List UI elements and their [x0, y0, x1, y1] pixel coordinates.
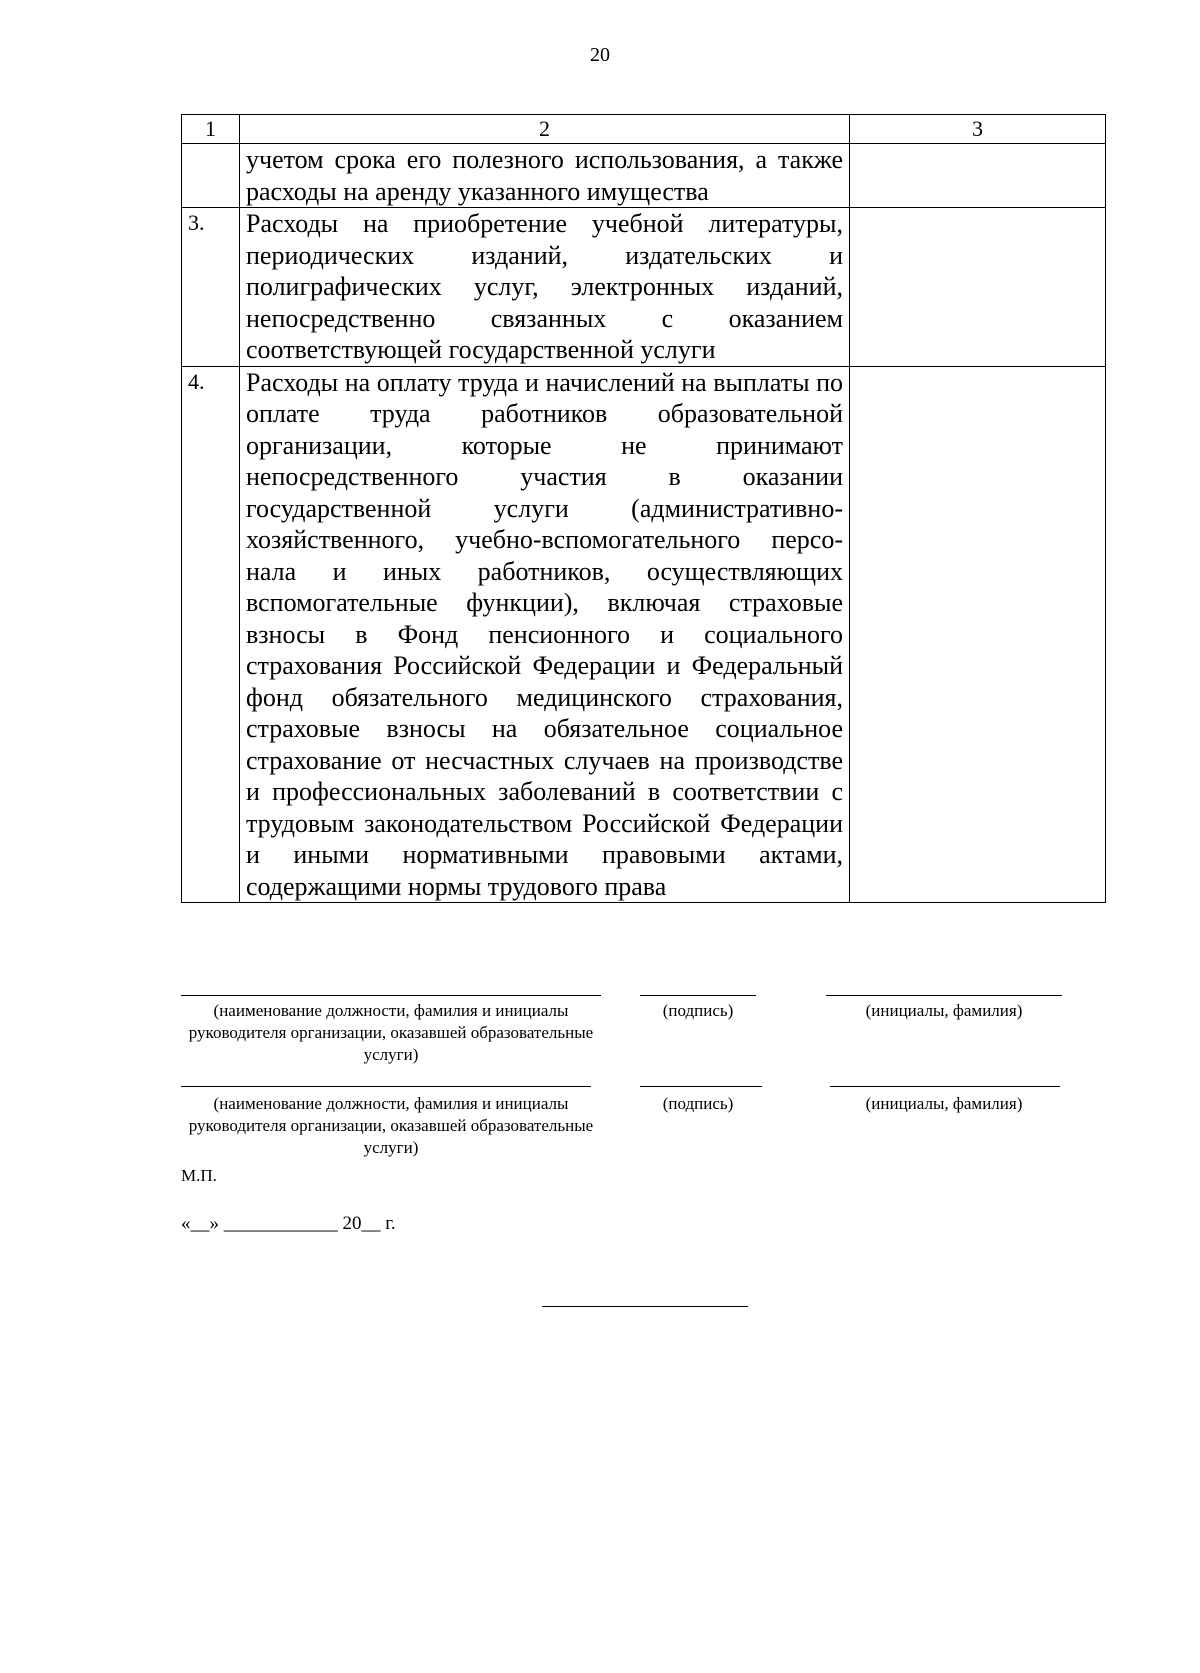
signature-line	[640, 1086, 762, 1087]
table-row	[182, 144, 1106, 208]
page-number: 20	[590, 44, 610, 66]
table-row	[182, 366, 1106, 903]
position-caption: (наименование должности, фамилия и инициалы руководителя организации, оказавшей образовательные услуги)	[188, 1001, 594, 1064]
row-text: учетом срока его полезного использования, а также расходы на аренду указанного имущества	[240, 144, 850, 208]
position-signature-line	[181, 995, 601, 996]
row-text: Расходы на оплату труда и начислений на выплаты по оплате труда работников образовательной организации, которые не принимают непосредственного участия в оказании государственной услуги (административно-хозяйственного, учебно-вспомогательного персо-нала и иных работников, осуществляющих вспомогательные функции), включая страховые взносы в Фонд пенсионного и социального страхования Российской Федерации и Федеральный фонд обязательного медицинского страхования, страховые взносы на обязательное социальное страхование от несчастных случаев на производстве и профессиональных заболеваний в соответствии с трудовым законодательством Российской Федерации и иными нормативными правовыми актами, содержащими нормы трудового права	[240, 366, 850, 903]
signature-caption: (подпись)	[662, 1094, 734, 1113]
position-caption: (наименование должности, фамилия и инициалы руководителя организации, оказавшей образовательные услуги)	[188, 1094, 594, 1157]
initials-signature-line	[826, 995, 1062, 996]
position-signature-line	[181, 1086, 591, 1087]
row-number	[182, 144, 240, 208]
row-value	[850, 208, 1106, 367]
table-row	[182, 208, 1106, 367]
row-number: 3.	[182, 208, 240, 367]
table-header-cell-2: 2	[240, 115, 850, 144]
stamp-label: М.П.	[181, 1166, 217, 1185]
initials-caption: (инициалы, фамилия)	[865, 1001, 1023, 1020]
end-divider	[542, 1306, 748, 1307]
date-line: «__» ____________ 20__ г.	[181, 1213, 396, 1234]
initials-signature-line	[830, 1086, 1060, 1087]
row-text: Расходы на приобретение учебной литературы, периодических изданий, издательских и полиграфических услуг, электронных изданий, непосредственно связанных с оказанием соответствующей государственной услуги	[240, 208, 850, 367]
table-header-cell-1: 1	[182, 115, 240, 144]
row-number: 4.	[182, 366, 240, 903]
row-value	[850, 366, 1106, 903]
expenses-table	[181, 114, 1106, 903]
table-header-cell-3: 3	[850, 115, 1106, 144]
table-header-row	[182, 115, 1106, 144]
row-value	[850, 144, 1106, 208]
signature-line	[640, 995, 756, 996]
signature-caption: (подпись)	[662, 1001, 734, 1020]
initials-caption: (инициалы, фамилия)	[865, 1094, 1023, 1113]
